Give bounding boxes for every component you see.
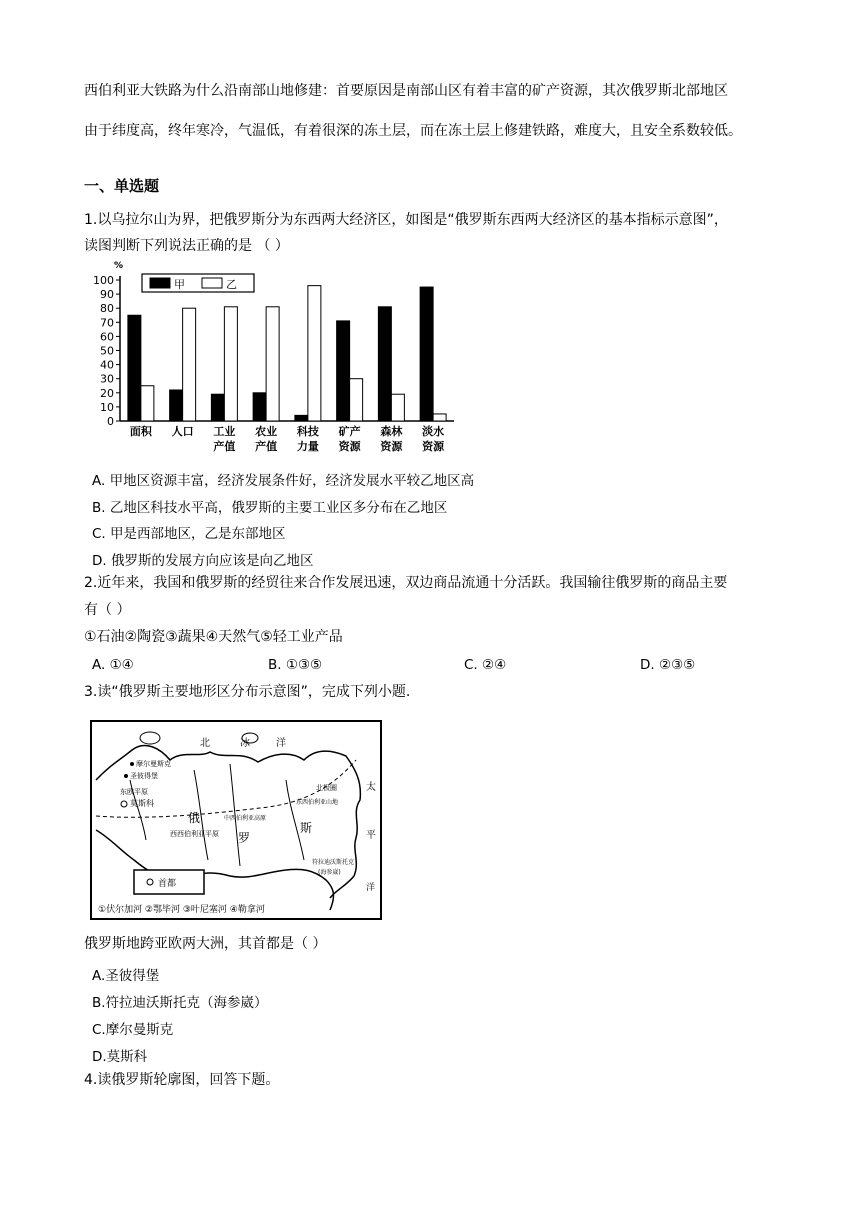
murmansk-dot (130, 762, 134, 766)
bar-yi-4 (308, 286, 321, 421)
q1-option-c[interactable]: C. 甲是西部地区，乙是东部地区 (92, 526, 286, 542)
bar-jia-4 (295, 415, 308, 421)
ocean-label-1: 北 (200, 738, 210, 749)
x-tick-label: 森林 (380, 425, 403, 438)
q2-option-c[interactable]: C. ②④ (464, 657, 507, 673)
russia-terrain-map (90, 720, 382, 920)
x-tick-label: 面积 (129, 425, 152, 438)
legend-swatch-jia (150, 278, 170, 288)
y-tick-label: 90 (100, 288, 114, 302)
bar-jia-6 (378, 307, 391, 421)
chart-bars (128, 286, 446, 421)
q3-option-d[interactable]: D.莫斯科 (92, 1049, 148, 1065)
bar-jia-5 (337, 321, 350, 421)
q4-stem: 4.读俄罗斯轮廓图，回答下题。 (84, 1072, 280, 1088)
intro-line-1: 西伯利亚大铁路为什么沿南部山地修建：首要原因是南部山区有着丰富的矿产资源，其次俄罗斯北部地区 (84, 83, 728, 99)
q2-option-d[interactable]: D. ②③⑤ (640, 657, 696, 673)
vladivostok-label: 符拉迪沃斯托克 (312, 859, 355, 866)
x-tick-label: 工业 (213, 425, 236, 438)
bar-jia-3 (253, 393, 266, 421)
q1-stem-line-2: 读图判断下列说法正确的是 （ ） (84, 238, 289, 254)
q3-option-c[interactable]: C.摩尔曼斯克 (92, 1022, 174, 1038)
y-unit-label: % (114, 261, 124, 271)
east-euro-plain-label: 东欧平原 (120, 788, 148, 796)
y-tick-label: 20 (100, 386, 114, 400)
vladivostok-alt-label: (海参崴) (318, 869, 341, 876)
x-tick-label: 淡水 (422, 425, 445, 438)
west-sib-plain-label: 西西伯利亚平原 (170, 830, 219, 838)
country-label-1: 俄 (188, 811, 201, 825)
q3-option-b[interactable]: B.符拉迪沃斯托克（海参崴） (92, 995, 268, 1011)
bar-jia-1 (170, 390, 183, 421)
legend-label-jia: 甲 (174, 278, 185, 291)
q2-option-a[interactable]: A. ①④ (92, 657, 134, 673)
y-tick-label: 80 (100, 302, 114, 316)
murmansk-label: 摩尔曼斯克 (136, 760, 171, 768)
ocean-label-3: 洋 (276, 738, 286, 749)
pacific-label-3: 洋 (366, 883, 376, 893)
bar-yi-7 (433, 414, 446, 421)
moscow-label: 莫斯科 (130, 799, 154, 808)
bar-yi-2 (224, 307, 237, 421)
country-label-3: 斯 (300, 821, 313, 835)
q3-option-a[interactable]: A.圣彼得堡 (92, 968, 160, 984)
q1-option-a[interactable]: A. 甲地区资源丰富，经济发展条件好，经济发展水平较乙地区高 (92, 473, 475, 489)
bar-jia-0 (128, 315, 141, 421)
legend-label-yi: 乙 (226, 278, 237, 291)
bar-jia-2 (211, 394, 224, 421)
bar-yi-0 (141, 386, 154, 421)
y-tick-label: 10 (100, 400, 114, 414)
y-tick-label: 100 (93, 274, 114, 287)
bar-jia-7 (420, 287, 433, 421)
central-sib-plateau-label: 中西伯利亚高原 (224, 815, 267, 822)
x-tick-label: 产值 (255, 440, 278, 453)
x-tick-label: 科技 (296, 425, 319, 438)
y-tick-label: 0 (107, 415, 114, 428)
q3-stem: 3.读“俄罗斯主要地形区分布示意图”，完成下列小题. (84, 684, 411, 700)
q1-option-d[interactable]: D. 俄罗斯的发展方向应该是向乙地区 (92, 553, 314, 569)
bar-yi-3 (266, 307, 279, 421)
bar-yi-6 (391, 394, 404, 421)
y-tick-label: 60 (100, 330, 114, 344)
country-label-2: 罗 (238, 831, 251, 845)
q1-option-b[interactable]: B. 乙地区科技水平高，俄罗斯的主要工业区多分布在乙地区 (92, 500, 448, 516)
bar-yi-1 (183, 308, 196, 421)
bar-yi-5 (350, 379, 363, 421)
pacific-label-1: 太 (366, 782, 376, 793)
y-tick-label: 50 (100, 344, 114, 358)
legend-swatch-yi (202, 278, 222, 288)
capital-legend-label: 首都 (158, 879, 177, 889)
arctic-circle-label: 北极圈 (316, 784, 337, 792)
x-tick-label: 资源 (422, 440, 445, 453)
x-tick-label: 资源 (338, 440, 361, 453)
stpetersburg-dot (124, 774, 128, 778)
chart-legend (142, 274, 254, 292)
river-legend: ①伏尔加河 ②鄂毕河 ③叶尼塞河 ④勒拿河 (98, 905, 265, 915)
pacific-label-2: 平 (366, 830, 376, 841)
section-heading: 一、单选题 (84, 177, 160, 195)
q2-stem-line-2: 有（ ） (84, 602, 131, 618)
x-tick-label: 农业 (255, 425, 278, 438)
q2-option-b[interactable]: B. ①③⑤ (268, 657, 323, 673)
q2-items: ①石油②陶瓷③蔬果④天然气⑤轻工业产品 (84, 629, 343, 645)
x-tick-label: 产值 (213, 440, 236, 453)
x-tick-label: 人口 (171, 425, 194, 438)
east-sib-mountains-label: 东西伯利亚山地 (296, 799, 339, 806)
y-tick-label: 70 (100, 316, 114, 330)
ocean-label-2: 冰 (240, 738, 250, 749)
y-tick-label: 40 (100, 358, 114, 372)
x-tick-label: 矿产 (338, 425, 361, 438)
x-tick-label: 资源 (380, 440, 403, 453)
q2-stem-line-1: 2.近年来，我国和俄罗斯的经贸往来合作发展迅速，双边商品流通十分活跃。我国输往俄罗斯的商品主要 (84, 575, 728, 591)
intro-line-2: 由于纬度高，终年寒冷，气温低，有着很深的冻土层，而在冻土层上修建铁路，难度大，且安全系数较低。 (84, 123, 742, 139)
q3-subquestion: 俄罗斯地跨亚欧两大洲，其首都是（ ） (84, 936, 327, 952)
x-tick-label: 力量 (296, 440, 319, 453)
y-tick-label: 30 (100, 372, 114, 386)
stpetersburg-label: 圣彼得堡 (130, 772, 158, 780)
economic-zones-bar-chart (84, 258, 464, 466)
q1-stem-line-1: 1.以乌拉尔山为界，把俄罗斯分为东西两大经济区，如图是“俄罗斯东西两大经济区的基本指标示意图”， (84, 212, 728, 228)
